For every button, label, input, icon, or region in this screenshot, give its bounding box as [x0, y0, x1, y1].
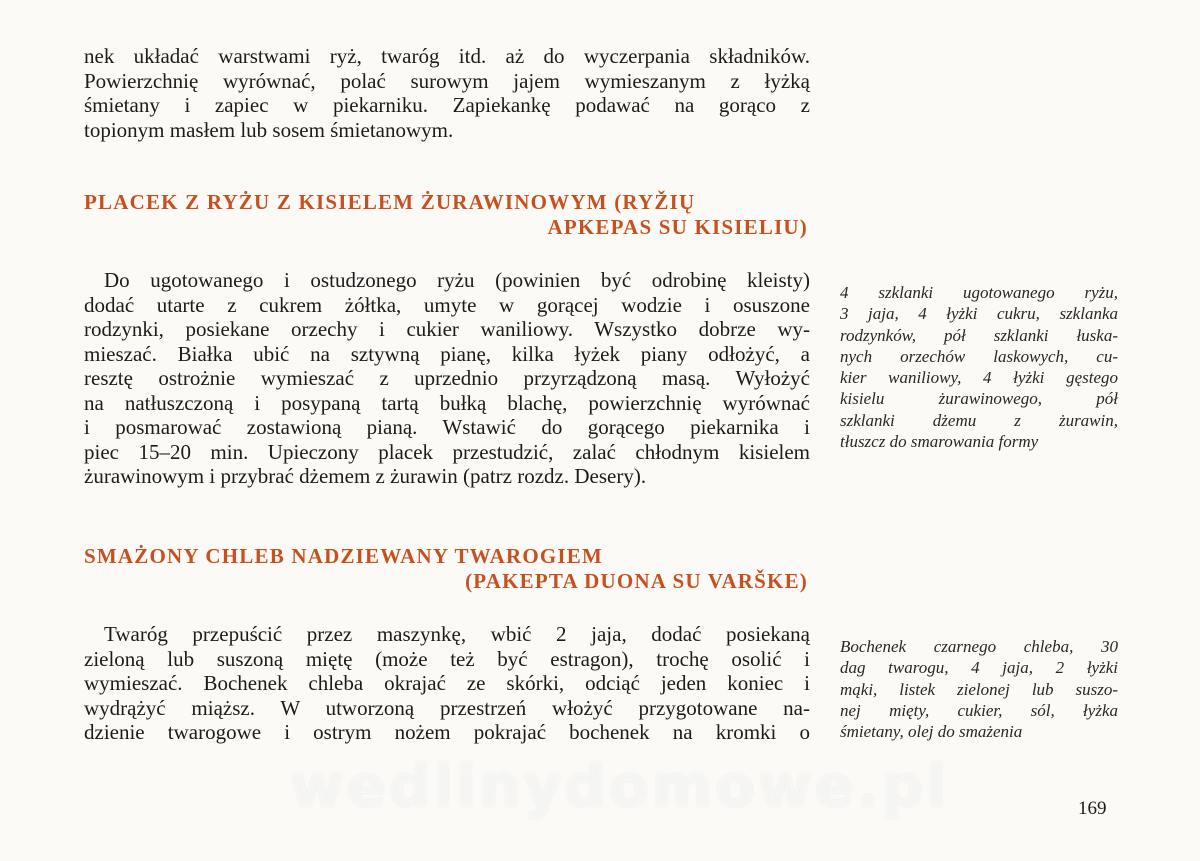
text-line: żurawinowym i przybrać dżemem z żurawin (patrz rozdz. Desery).	[84, 464, 647, 488]
text-line: mieszać. Białka ubić na sztywną pianę, kilka łyżek piany odłożyć, a	[84, 341, 810, 366]
ingredient-line: nych orzechów laskowych, cu-	[840, 346, 1118, 366]
recipe-2-instructions	[84, 622, 810, 745]
ingredient-line: śmietany, olej do smażenia	[840, 722, 1023, 742]
recipe-1-title-line-1: PLACEK Z RYŻU Z KISIELEM ŻURAWINOWYM (RYŽIŲ	[84, 190, 696, 214]
text-line: Powierzchnię wyrównać, polać surowym jajem wymieszanym z łyżką	[84, 68, 810, 93]
recipe-2-title-line-1: SMAŻONY CHLEB NADZIEWANY TWAROGIEM	[84, 544, 604, 568]
recipe-2-ingredients	[840, 636, 1118, 742]
page-number: 169	[1078, 798, 1107, 819]
ingredient-line: kier waniliowy, 4 łyżki gęstego	[840, 368, 1118, 388]
text-line: wymieszać. Bochenek chleba okrajać ze skórki, odciąć jeden koniec i	[84, 671, 810, 695]
text-line: śmietany i zapiec w piekarniku. Zapiekankę podawać na gorąco z	[84, 93, 810, 117]
ingredient-line: mąki, listek zielonej lub suszo-	[840, 679, 1118, 699]
ingredient-line: szklanki dżemu z żurawin,	[840, 410, 1118, 430]
ingredient-line: nej mięty, cukier, sól, łyżka	[840, 700, 1118, 720]
recipe-1-text	[84, 268, 810, 489]
ingredient-line: tłuszcz do smarowania formy	[840, 432, 1039, 452]
recipe-2-text	[84, 622, 810, 745]
text-line: nek układać warstwami ryż, twaróg itd. aż do wyczerpania składników.	[84, 44, 810, 68]
ingredient-line: 3 jaja, 4 łyżki cukru, szklanka	[840, 304, 1118, 324]
recipe-1-title-line-2: APKEPAS SU KISIELIU)	[547, 215, 808, 239]
text-line: dodać utarte z cukrem żółtka, umyte w gorącej wodzie i osuszone	[84, 292, 810, 317]
text-line: piec 15–20 min. Upieczony placek przestudzić, zalać chłodnym kisielem	[84, 439, 810, 464]
ingredient-line: kisielu żurawinowego, pół	[840, 389, 1118, 409]
ingredient-line: dag twarogu, 4 jaja, 2 łyżki	[840, 658, 1118, 678]
text-line: rodzynki, posiekane orzechy i cukier waniliowy. Wszystko dobrze wy-	[84, 317, 810, 341]
text-line: i posmarować zostawioną pianą. Wstawić do gorącego piekarnika i	[84, 415, 810, 439]
text-line: wydrążyć miąższ. W utworzoną przestrzeń włożyć przygotowane na-	[84, 695, 810, 720]
recipe-2-title	[84, 544, 808, 594]
text-line: Twaróg przepuścić przez maszynkę, wbić 2 jaja, dodać posiekaną	[104, 622, 810, 646]
intro-text	[84, 44, 810, 142]
watermark: wedlinydomowe.pl	[290, 752, 950, 820]
ingredient-line: rodzynków, pół szklanki łuska-	[840, 325, 1118, 345]
ingredient-line: Bochenek czarnego chleba, 30	[840, 637, 1118, 656]
recipe-1-instructions	[84, 268, 810, 489]
recipe-1-title	[84, 190, 808, 240]
text-line: zieloną lub suszoną miętę (może też być estragon), trochę osolić i	[84, 646, 810, 671]
text-line: resztę ostrożnie wymieszać z uprzednio przyrządzoną masą. Wyłożyć	[84, 366, 810, 390]
text-line: Do ugotowanego i ostudzonego ryżu (powinien być odrobinę kleisty)	[104, 268, 810, 292]
intro-paragraph	[84, 44, 810, 142]
ingredient-line: 4 szklanki ugotowanego ryżu,	[840, 283, 1118, 302]
recipe-1-ingredients	[840, 282, 1118, 452]
text-line: topionym masłem lub sosem śmietanowym.	[84, 117, 454, 142]
recipe-2-title-line-2: (PAKEPTA DUONA SU VARŠKE)	[465, 569, 808, 593]
text-line: na natłuszczoną i posypaną tartą bułką blachę, powierzchnię wyrównać	[84, 390, 810, 415]
text-line: dzienie twarogowe i ostrym nożem pokrajać bochenek na kromki o	[84, 720, 810, 744]
